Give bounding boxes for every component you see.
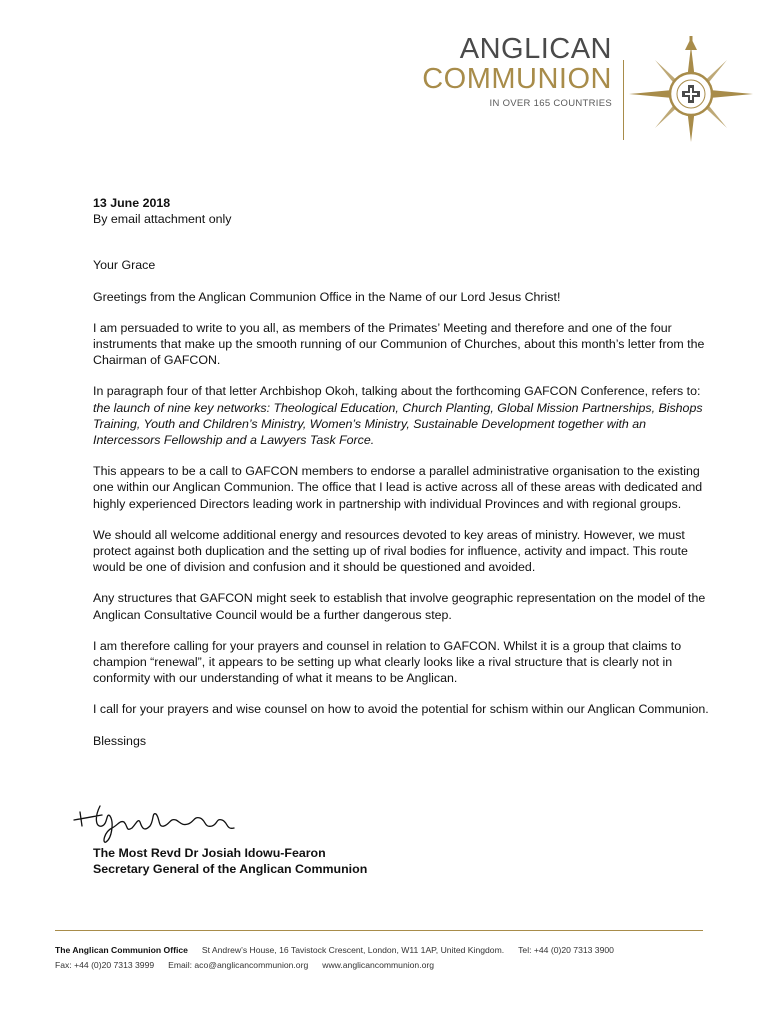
letterhead-tagline: IN OVER 165 COUNTRIES	[489, 98, 612, 109]
paragraph-4: We should all welcome additional energy and resources devoted to key areas of ministry. However, we must protect against both duplication and the setting up of rival bodies for influence, activity and impact. This route would be one of division and confusion and it should be questioned and avoided.	[93, 527, 688, 575]
paragraph-3: This appears to be a call to GAFCON members to endorse a parallel administrative organisation to the existing one within our Anglican Communion. The office that I lead is active across all of these areas with dedicated and highly experienced Directors leading work in partnership with individual Provinces and with regional groups.	[93, 464, 703, 511]
paragraph-2	[93, 383, 713, 448]
wordmark-communion: COMMUNION	[422, 63, 612, 95]
footer	[55, 943, 614, 973]
paragraph-2-quote: the launch of nine key networks: Theological Education, Church Planting, Global Mission Partnerships, Bishops Training, Youth and Children’s Ministry, Women’s Ministry, Sustainable Development together with an Intercessors Fellowship and a Lawyers Task Force.	[93, 400, 703, 448]
handwritten-signature	[66, 798, 246, 848]
footer-org: The Anglican Communion Office	[55, 945, 188, 955]
footer-email[interactable]: Email: aco@anglicancommunion.org	[168, 960, 309, 970]
greeting: Greetings from the Anglican Communion Office in the Name of our Lord Jesus Christ!	[93, 289, 561, 304]
letterhead-wordmark	[420, 34, 612, 109]
footer-divider	[55, 930, 703, 931]
signature-block	[93, 845, 367, 877]
footer-tel: Tel: +44 (0)20 7313 3900	[518, 945, 614, 955]
footer-address: St Andrew’s House, 16 Tavistock Crescent, London, W11 1AP, United Kingdom.	[201, 945, 505, 955]
footer-fax: Fax: +44 (0)20 7313 3999	[55, 960, 155, 970]
signer-title: Secretary General of the Anglican Communion	[93, 862, 368, 877]
footer-website[interactable]: www.anglicancommunion.org	[322, 960, 435, 970]
paragraph-7: I call for your prayers and wise counsel on how to avoid the potential for schism within our Anglican Communion.	[93, 702, 709, 717]
paragraph-2-lead: In paragraph four of that letter Archbishop Okoh, talking about the forthcoming GAFCON Conference, refers to:	[93, 384, 701, 399]
letter-date: 13 June 2018	[93, 196, 171, 210]
delivery-note: By email attachment only	[93, 212, 232, 227]
letterhead-divider	[623, 60, 624, 140]
paragraph-6: I am therefore calling for your prayers and counsel in relation to GAFCON. Whilst it is a group that claims to champion “renewal”, it appears to be setting up what clearly looks like a rival structure that is clearly not in conformity with our understanding of what it means to be Anglican.	[93, 638, 682, 686]
paragraph-1: I am persuaded to write to you all, as members of the Primates’ Meeting and therefore and one of the four instruments that make up the smooth running of our Communion of Churches, about this month’s letter from the Chairman of GAFCON.	[93, 320, 705, 368]
compass-rose-emblem-icon	[625, 36, 757, 146]
signer-name: The Most Revd Dr Josiah Idowu-Fearon	[93, 846, 326, 860]
wordmark-anglican: ANGLICAN	[459, 33, 612, 65]
salutation: Your Grace	[93, 258, 156, 273]
closing: Blessings	[93, 733, 147, 748]
letterhead	[420, 34, 760, 144]
letter-body	[93, 195, 713, 749]
paragraph-5: Any structures that GAFCON might seek to establish that involve geographic representation on the model of the Anglican Consultative Council would be a further dangerous step.	[93, 591, 706, 622]
